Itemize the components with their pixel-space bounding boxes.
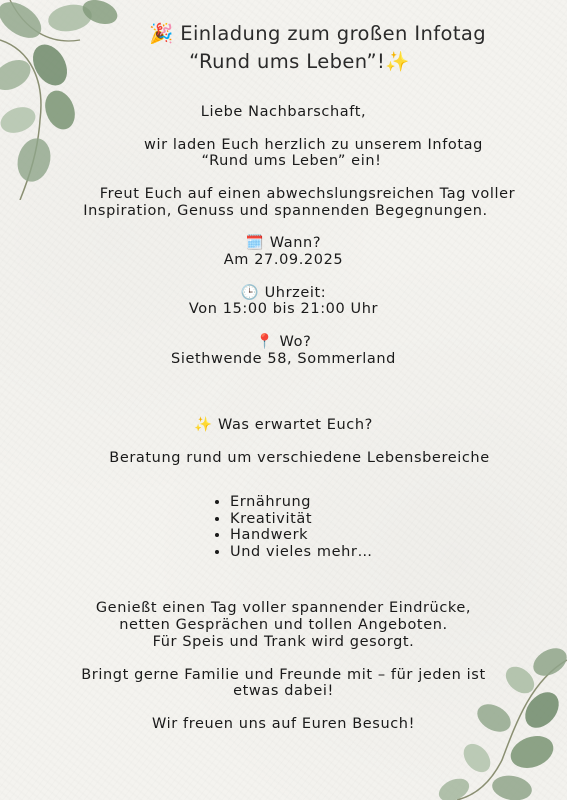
list-item: • Und vieles mehr… xyxy=(230,544,373,561)
list-item: • Ernährung xyxy=(230,494,373,511)
where-value: Siethwende 58, Sommerland xyxy=(171,351,396,367)
intro-line-2: “Rund ums Leben” ein! xyxy=(201,153,382,169)
when-value: Am 27.09.2025 xyxy=(223,252,344,268)
advice-text: Beratung rund um verschiedene Lebensbereiche xyxy=(109,450,490,466)
family-line-1: Bringt gerne Familie und Freunde mit – für jeden ist xyxy=(81,667,486,683)
enjoy-line-2: Inspiration, Genuss und spannenden Begegnungen. xyxy=(83,203,488,219)
topics-list xyxy=(212,494,373,560)
greeting: Liebe Nachbarschaft, xyxy=(200,104,367,120)
closing-line-2: netten Gesprächen und tollen Angeboten. xyxy=(119,617,448,633)
when-label: 🗓️ Wann? xyxy=(245,235,322,251)
intro-line-1: wir laden Euch herzlich zu unserem Infotag xyxy=(144,137,483,153)
farewell: Wir freuen uns auf Euren Besuch! xyxy=(151,716,416,732)
list-item: • Handwerk xyxy=(230,527,373,544)
expect-label: ✨ Was erwartet Euch? xyxy=(194,417,373,433)
closing-line-3: Für Speis und Trank wird gesorgt. xyxy=(152,634,415,650)
closing-line-1: Genießt einen Tag voller spannender Eindrücke, xyxy=(95,600,472,616)
family-line-2: etwas dabei! xyxy=(233,683,334,699)
time-value: Von 15:00 bis 21:00 Uhr xyxy=(188,301,379,317)
time-label: 🕒 Uhrzeit: xyxy=(240,285,327,301)
title-line-1: 🎉 Einladung zum großen Infotag xyxy=(148,22,487,45)
list-item: • Kreativität xyxy=(230,511,373,528)
title-line-2: “Rund ums Leben”!✨ xyxy=(189,50,410,73)
enjoy-line-1: Freut Euch auf einen abwechslungsreichen Tag voller xyxy=(99,186,516,202)
where-label: 📍 Wo? xyxy=(255,334,312,350)
